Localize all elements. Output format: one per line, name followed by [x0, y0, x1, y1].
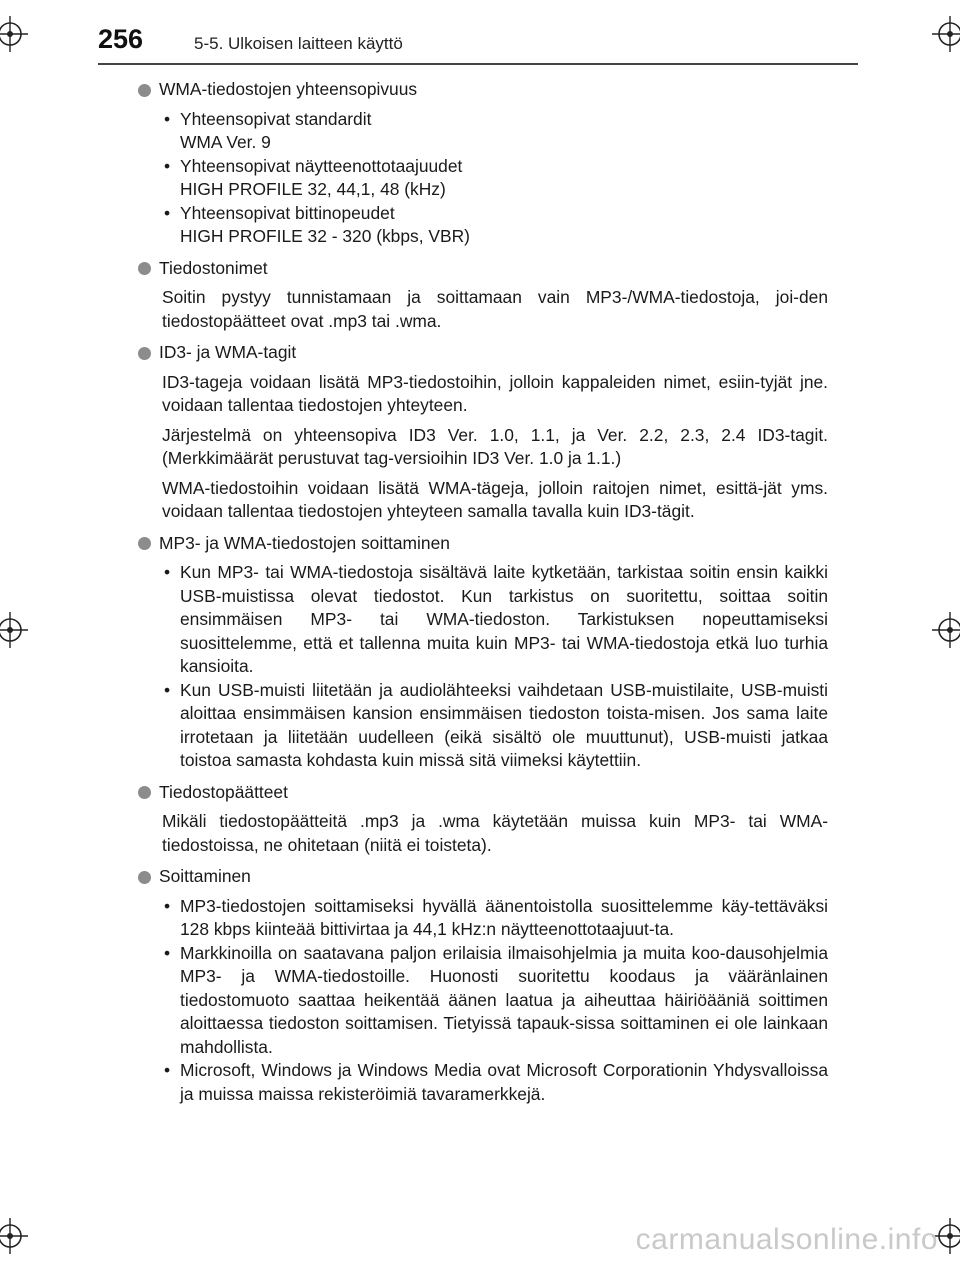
playback-list [162, 561, 828, 773]
section-title: 5-5. Ulkoisen laitteen käyttö [194, 34, 403, 53]
list-item: • Microsoft, Windows ja Windows Media ovat Microsoft Corporationin Yhdysvalloissa ja muissa maissa rekisteröimiä tavaramerkkejä. [164, 1060, 828, 1104]
list-item-text: Kun MP3- tai WMA-tiedostoja sisältävä laite kytketään, tarkistaa soitin ensin kaikki USB-muistissa olevat tiedostot. Kun tarkistus on suoritettu, soittaa soitin ensimmäisen MP3- tai WMA-tiedoston. Tarkistuksen nopeuttamiseksi suosittelemme, että et tallenna muita kuin MP3- tai WMA-tiedostoja etkä luo turhia kansioita. [180, 562, 828, 676]
paragraph: Soitin pystyy tunnistamaan ja soittamaan vain MP3-/WMA-tiedostoja, joi-den tiedostopäätteet ovat .mp3 tai .wma. [162, 287, 828, 331]
list-item: • MP3-tiedostojen soittamiseksi hyvällä äänentoistolla suosittelemme käy-tettäväksi 128 kbps kiinteää bittivirtaa ja 44,1 kHz:n näytteenottotaajuut-ta. [164, 895, 828, 939]
topic-bullet-icon [138, 84, 151, 97]
wma-compat-list [162, 108, 828, 249]
registration-mark-middle-left [0, 612, 28, 648]
paragraph: Järjestelmä on yhteensopiva ID3 Ver. 1.0, 1.1, ja Ver. 2.2, 2.3, 2.4 ID3-tagit. (Merkkimäärät perustuvat tag-versioihin ID3 Ver. 1.0 ja 1.1.) [162, 424, 828, 468]
registration-mark-top-right [932, 16, 960, 52]
registration-mark-top-left [0, 16, 28, 52]
topic-heading [138, 532, 828, 556]
paragraph: ID3-tageja voidaan lisätä MP3-tiedostoihin, jolloin kappaleiden nimet, esiin-tyjät jne. voidaan tallentaa tiedostojen yhteyteen. [162, 371, 828, 415]
topic-bullet-icon [138, 871, 151, 884]
topic-title: ID3- ja WMA-tagit [159, 342, 297, 362]
topic-heading [138, 865, 828, 889]
topic-bullet-icon [138, 347, 151, 360]
topic-heading [138, 78, 828, 102]
registration-mark-bottom-left [0, 1218, 28, 1254]
topic-bullet-icon [138, 537, 151, 550]
list-item-text: Microsoft, Windows ja Windows Media ovat Microsoft Corporationin Yhdysvalloissa ja muissa maissa rekisteröimiä tavaramerkkejä. [180, 1060, 828, 1104]
playing-list [162, 895, 828, 1107]
list-item-label: Yhteensopivat standardit [180, 108, 372, 129]
header-divider [98, 63, 858, 65]
list-item: • Markkinoilla on saatavana paljon erilaisia ilmaisohjelmia ja muita koo-dausohjelmia MP3- ja WMA-tiedostoille. Huonosti suoritettu koodaus ja vääränlainen tiedostomuoto saattaa heikentää äänen laatua ja aiheuttaa häiriöääniä soittimen aloittaessa tiedoston soittamisen. Tietyissä tapauk-sissa soittaminen ei ole lainkaan mahdollista. [164, 942, 828, 1057]
page-header [98, 24, 858, 64]
topic-heading [138, 257, 828, 281]
list-item-label: Yhteensopivat näytteenottotaajuudet [180, 155, 463, 176]
topic-title: Tiedostonimet [159, 257, 268, 278]
list-item: • Yhteensopivat bittinopeudet HIGH PROFILE 32 - 320 (kbps, VBR) [162, 202, 828, 249]
list-item-value: HIGH PROFILE 32 - 320 (kbps, VBR) [180, 226, 470, 246]
list-item: • Kun MP3- tai WMA-tiedostoja sisältävä laite kytketään, tarkistaa soitin ensin kaikki USB-muistissa olevat tiedostot. Kun tarkistus on suoritettu, soittaa soitin ensimmäisen MP3- tai WMA-tiedoston. Tarkistuksen nopeuttamiseksi suosittelemme, että et tallenna muita kuin MP3- tai WMA-tiedostoja etkä luo turhia kansioita. [164, 562, 828, 676]
topic-heading [138, 781, 828, 805]
list-item-label: Yhteensopivat bittinopeudet [180, 202, 395, 223]
topic-title: Tiedostopäätteet [159, 781, 288, 802]
watermark: carmanualsonline.info [635, 1223, 938, 1256]
registration-mark-middle-right [932, 612, 960, 648]
list-item-value: HIGH PROFILE 32, 44,1, 48 (kHz) [180, 179, 446, 199]
topic-heading [138, 341, 828, 365]
list-item: • Yhteensopivat standardit WMA Ver. 9 [162, 108, 828, 155]
list-item: • Yhteensopivat näytteenottotaajuudet HIGH PROFILE 32, 44,1, 48 (kHz) [162, 155, 828, 202]
topic-bullet-icon [138, 262, 151, 275]
paragraph: WMA-tiedostoihin voidaan lisätä WMA-tägeja, jolloin raitojen nimet, esittä-jät yms. voidaan tallentaa tiedostojen yhteyteen samalla tavalla kuin ID3-tägit. [162, 477, 828, 521]
topic-title: Soittaminen [159, 866, 251, 886]
list-item-text: Kun USB-muisti liitetään ja audiolähteeksi vaihdetaan USB-muistilaite, USB-muisti aloittaa ensimmäisen kansion ensimmäisen tiedoston toista-misen. Jos sama laite irrotetaan ja liitetään uudelleen (eikä sisältö ole muuttunut), USB-muisti jatkaa toistoa samasta kohdasta kuin missä sitä viimeksi käytettiin. [180, 679, 828, 770]
paragraph: Mikäli tiedostopäätteitä .mp3 ja .wma käytetään muissa kuin MP3- tai WMA-tiedostoissa, ne ohitetaan (niitä ei toisteta). [162, 811, 828, 855]
list-item-text: MP3-tiedostojen soittamiseksi hyvällä äänentoistolla suosittelemme käy-tettäväksi 128 kbps kiinteää bittivirtaa ja 44,1 kHz:n näytteenottotaajuut-ta. [180, 895, 828, 939]
topic-title: WMA-tiedostojen yhteensopivuus [159, 79, 418, 99]
list-item: • Kun USB-muisti liitetään ja audiolähteeksi vaihdetaan USB-muistilaite, USB-muisti aloittaa ensimmäisen kansion ensimmäisen tiedoston toista-misen. Jos sama laite irrotetaan ja liitetään uudelleen (eikä sisältö ole muuttunut), USB-muisti jatkaa toistoa samasta kohdasta kuin missä sitä viimeksi käytettiin. [164, 679, 828, 770]
topic-bullet-icon [138, 786, 151, 799]
topic-title: MP3- ja WMA-tiedostojen soittaminen [159, 532, 450, 553]
list-item-value: WMA Ver. 9 [180, 132, 271, 152]
list-item-text: Markkinoilla on saatavana paljon erilaisia ilmaisohjelmia ja muita koo-dausohjelmia MP3- ja WMA-tiedostoille. Huonosti suoritettu koodaus ja vääränlainen tiedostomuoto saattaa heikentää äänen laatua ja aiheuttaa häiriöääniä soittimen aloittaessa tiedoston soittamisen. Tietyissä tapauk-sissa soittaminen ei ole lainkaan mahdollista. [180, 942, 828, 1057]
page-number: 256 [98, 24, 144, 54]
page-content [138, 78, 828, 1106]
